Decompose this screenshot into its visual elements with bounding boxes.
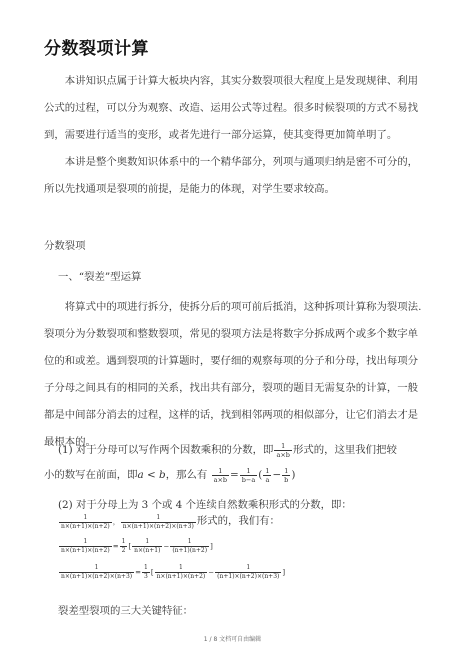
item2-suffix: 形式的，我们有： (196, 515, 280, 527)
item1-text-b: 形式的，这里我们把较 (292, 444, 397, 456)
intro-block (44, 68, 422, 203)
minus-sign: − (272, 469, 282, 481)
intro-paragraph-1: 本讲知识点属于计算大板块内容，其实分数裂项很大程度上是发现规律、利用公式的过程，可以分为观察、改造、运用公式等过程。很多时候裂项的方式不易找到，需要进行适当的变形，或者先进行一部分运算，使其变得更加简单明了。 (44, 75, 419, 141)
equation-four-term: $\frac{1}{n\times(n+1)\times(n+2)\times(n+3)}$ = $\frac{1}{3}$ [ $\frac{1}{n\times(n+1)\times(n+2)}$ − $\frac{1}{(n+1)\times(n+2)\times(n+3)}$ ] (61, 564, 286, 580)
item2-forms: $\frac{1}{n\times(n+1)\times(n+2)}$ ， $\frac{1}{n\times(n+1)\times(n+2)\times(n+3)}$ 形式的，我们有： (61, 513, 280, 530)
equation-three-term: $\frac{1}{n\times(n+1)\times(n+2)}$ = $\frac{1}{2}$ [ $\frac{1}{n\times(n+1)}$ − $\frac{1}{(n+1)(n+2)}$ ] (61, 538, 213, 554)
fraction-1-over-ab: $\frac{1}{a\times b}$ (276, 441, 290, 459)
item2-intro: (2) 对于分母上为 3 个或 4 个连续自然数乘积形式的分数，即： (58, 499, 352, 511)
item1-line2 (44, 466, 295, 484)
intro-paragraph-2: 本讲是整个奥数知识体系中的一个精华部分，列项与通项归纳是密不可分的，所以先找通项是裂项的前提，是能力的体现，对学生要求较高。 (44, 156, 419, 195)
item1-text-c: 小的数写在前面，即 (44, 469, 138, 481)
item1-text-d: ，那么有 (165, 469, 208, 481)
paren-right: ) (291, 469, 296, 481)
equals-sign: = (230, 469, 239, 481)
item1-line1 (58, 441, 397, 459)
page-footer: 1 / 8 文档可自由编辑 (203, 636, 262, 643)
page-title: 分数裂项计算 (44, 39, 149, 59)
formula-term-a: $\frac{1}{a}$ (265, 466, 270, 484)
item1-text-a: (1) 对于分母可以写作两个因数乘积的分数，即 (58, 444, 274, 456)
features-heading: 裂差型裂项的三大关键特征： (58, 605, 194, 617)
form-four-consecutive: $\frac{1}{n\times(n+1)\times(n+2)\times(n+3)}$ (122, 513, 194, 530)
item1-condition: a < b (137, 469, 166, 481)
formula-lhs: $\frac{1}{a\times b}$ (213, 466, 228, 484)
section-body-paragraph: 将算式中的项进行拆分，使拆分后的项可前后抵消，这种拆项计算称为裂项法.裂项分为分数裂项和整数裂项，常见的裂项方法是将数字分拆成两个或多个数字单位的和或差。遇到裂项的计算题时，要仔细的观察每项的分子和分母，找出每项分子分母之间具有的相同的关系，找出共有部分，裂项的题目无需复杂的计算，一般都是中间部分消去的过程，这样的话，找到相邻两项的相似部分，让它们消去才是最根本的。 (44, 301, 422, 448)
formula-coefficient: $\frac{1}{b-a}$ (241, 466, 256, 484)
section-heading: 分数裂项 (44, 240, 86, 252)
section-body (44, 294, 422, 456)
form-three-consecutive: $\frac{1}{n\times(n+1)\times(n+2)}$ (61, 513, 110, 530)
paren-left: ( (258, 469, 263, 481)
section-subheading: 一、“裂差”型运算 (58, 271, 142, 283)
formula-term-b: $\frac{1}{b}$ (284, 466, 289, 484)
